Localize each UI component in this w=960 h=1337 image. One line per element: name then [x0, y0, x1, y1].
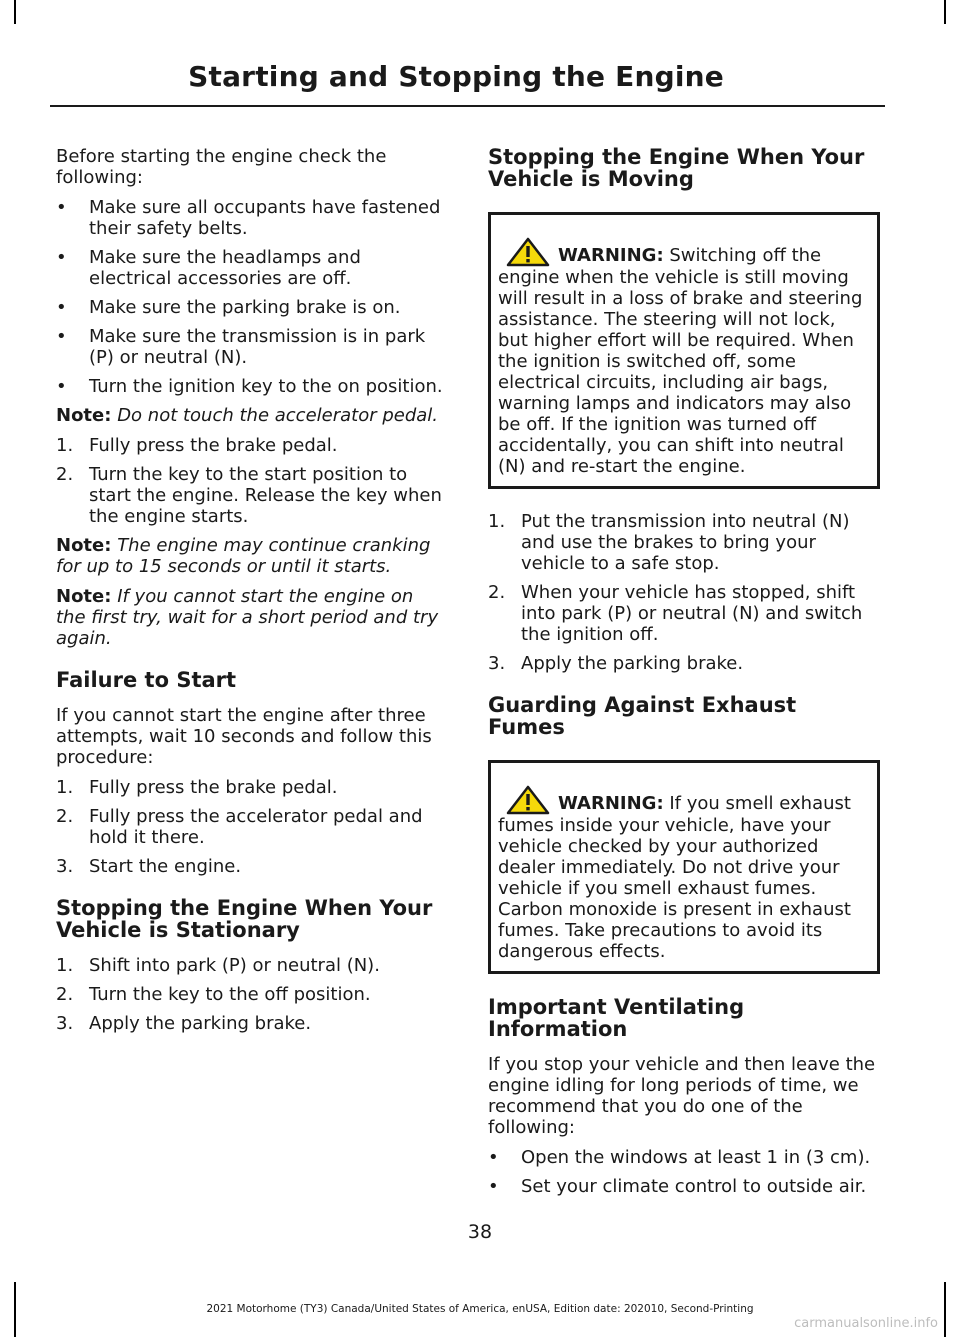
- warning-box-exhaust: WARNING: If you smell exhaust fumes inside your vehicle, have your vehicle checked by your authorized dealer immediately. Do not drive your vehicle if you smell exhaust fumes. Carbon monoxide is present in exhaust fumes. Take precautions to avoid its dangerous effects.: [488, 760, 880, 974]
- watermark: carmanualsonline.info: [794, 1316, 938, 1331]
- list-item: • Open the windows at least 1 in (3 cm).: [488, 1147, 871, 1168]
- left-column: [56, 146, 448, 1042]
- page-title: Starting and Stopping the Engine: [188, 60, 724, 93]
- note-cranking: Note: The engine may continue cranking for up to 15 seconds or until it starts.: [56, 535, 431, 577]
- list-item: 2. Fully press the accelerator pedal and hold it there.: [56, 806, 423, 848]
- pre-start-checklist: [56, 197, 448, 397]
- stationary-steps: [56, 955, 448, 1034]
- list-item: 2. Turn the key to the off position.: [56, 984, 371, 1005]
- bullet-marker: •: [56, 247, 67, 268]
- heading-exhaust-fumes: Guarding Against Exhaust Fumes: [488, 693, 797, 739]
- bullet-marker: •: [56, 326, 67, 347]
- crop-mark-top-right: [944, 0, 946, 24]
- ventilating-intro: If you stop your vehicle and then leave the engine idling for long periods of time, we recommend that you do one of the following:: [488, 1054, 876, 1138]
- warning-triangle-icon: [506, 785, 550, 815]
- list-item: • Make sure the parking brake is on.: [56, 297, 401, 318]
- heading-stationary-stop: Stopping the Engine When Your Vehicle is Stationary: [56, 896, 433, 942]
- header-rule: [50, 105, 885, 107]
- failure-intro: If you cannot start the engine after three attempts, wait 10 seconds and follow this procedure:: [56, 705, 432, 768]
- list-item: 1. Shift into park (P) or neutral (N).: [56, 955, 380, 976]
- list-item: • Turn the ignition key to the on position.: [56, 376, 443, 397]
- list-item: • Make sure the transmission is in park (P) or neutral (N).: [56, 326, 426, 368]
- right-column: [488, 146, 880, 1205]
- heading-moving-stop: Stopping the Engine When Your Vehicle is Moving: [488, 145, 865, 191]
- list-item: 2. Turn the key to the start position to start the engine. Release the key when the engine starts.: [56, 464, 442, 527]
- footer-edition-text: 2021 Motorhome (TY3) Canada/United States of America, enUSA, Edition date: 202010, Second-Printing: [206, 1303, 754, 1315]
- list-item: • Make sure the headlamps and electrical accessories are off.: [56, 247, 361, 289]
- bullet-marker: •: [56, 197, 67, 218]
- list-item: • Set your climate control to outside air.: [488, 1176, 867, 1197]
- note-accelerator: Note: Do not touch the accelerator pedal.: [56, 405, 439, 426]
- heading-failure-to-start: Failure to Start: [56, 668, 237, 692]
- list-item: 1. Fully press the brake pedal.: [56, 777, 338, 798]
- start-steps: [56, 435, 448, 527]
- warning-box-moving: WARNING: Switching off the engine when the vehicle is still moving will result in a loss of brake and steering assistance. The steering will not lock, but higher effort will be required. When the ignition is switched off, some electrical circuits, including air bags, warning lamps and indicators may also be off. If the ignition was turned off accidentally, you can shift into neutral (N) and re-start the engine.: [488, 212, 880, 489]
- list-item: 3. Start the engine.: [56, 856, 242, 877]
- failure-steps: [56, 777, 448, 877]
- bullet-marker: •: [56, 376, 67, 397]
- warning-triangle-icon: [506, 237, 550, 267]
- crop-mark-top-left: [14, 0, 16, 24]
- pre-start-intro: Before starting the engine check the following:: [56, 146, 387, 188]
- list-item: • Make sure all occupants have fastened their safety belts.: [56, 197, 441, 239]
- note-first-try: Note: If you cannot start the engine on the first try, wait for a short period and try again.: [56, 586, 439, 649]
- list-item: 3. Apply the parking brake.: [488, 653, 744, 674]
- bullet-marker: •: [488, 1176, 499, 1197]
- bullet-marker: •: [488, 1147, 499, 1168]
- moving-steps: [488, 511, 880, 674]
- list-item: 1. Fully press the brake pedal.: [56, 435, 338, 456]
- page-number: 38: [467, 1221, 493, 1243]
- bullet-marker: •: [56, 297, 67, 318]
- list-item: 2. When your vehicle has stopped, shift into park (P) or neutral (N) and switch the ignition off.: [488, 582, 863, 645]
- list-item: 1. Put the transmission into neutral (N) and use the brakes to bring your vehicle to a safe stop.: [488, 511, 850, 574]
- ventilating-list: [488, 1147, 880, 1197]
- heading-ventilating-info: Important Ventilating Information: [488, 995, 745, 1041]
- list-item: 3. Apply the parking brake.: [56, 1013, 312, 1034]
